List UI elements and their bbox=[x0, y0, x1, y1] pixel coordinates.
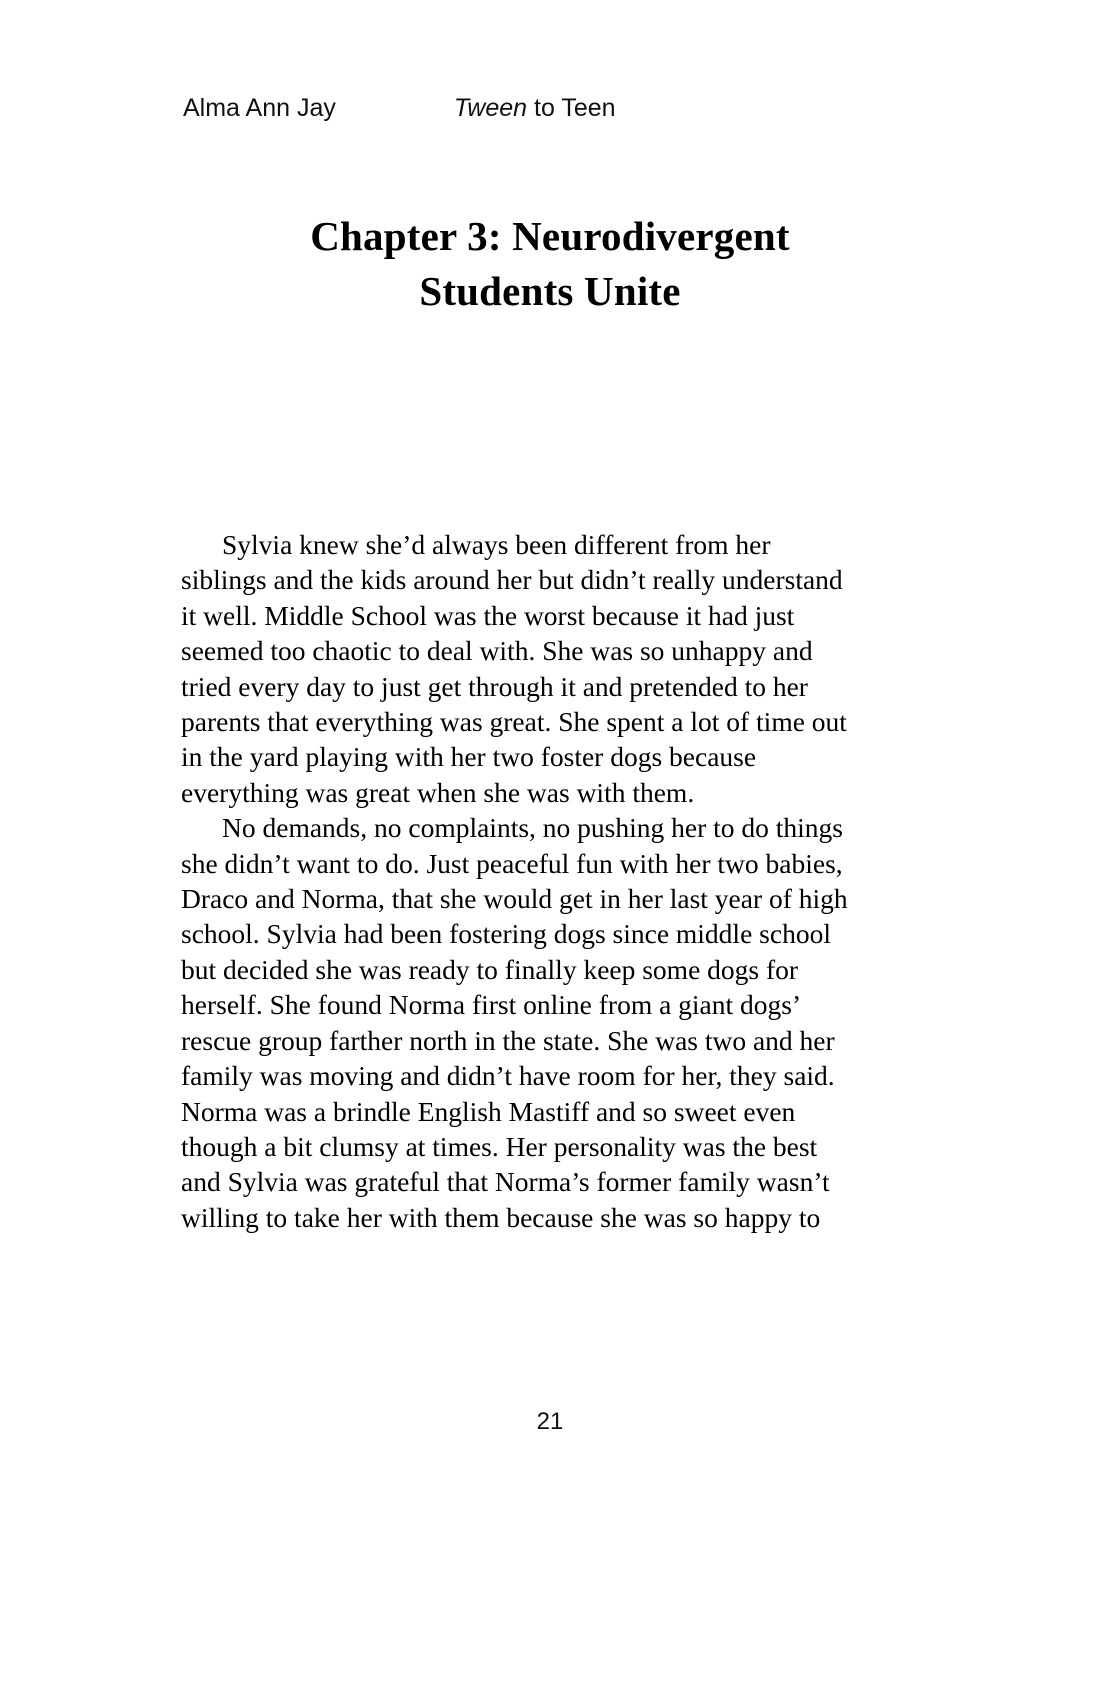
page-number: 21 bbox=[536, 1408, 564, 1435]
running-head-book-title-rest: to Teen bbox=[527, 94, 616, 122]
chapter-title bbox=[150, 209, 950, 319]
running-head-book-title bbox=[454, 92, 616, 124]
body-paragraph: No demands, no complaints, no pushing her to do things she didn’t want to do. Just peaceful fun with her two babies, Draco and Norma, that she would get in her last year of high school. Sylvia had been fostering dogs since middle school but decided she was ready to finally keep some dogs for herself. She found Norma first online from a giant dogs’ rescue group farther north in the state. She was two and her family was moving and didn’t have room for her, they said. Norma was a brindle English Mastiff and so sweet even though a bit clumsy at times. Her personality was the best and Sylvia was grateful that Norma’s former family wasn’t willing to take her with them because she was so happy to bbox=[181, 812, 848, 1233]
chapter-title-line-2: Students Unite bbox=[419, 268, 681, 315]
running-head-author: Alma Ann Jay bbox=[183, 94, 336, 122]
running-head bbox=[183, 92, 883, 124]
body-text bbox=[181, 527, 853, 1235]
running-head-book-title-italic: Tween bbox=[453, 94, 528, 122]
chapter-title-line-1: Chapter 3: Neurodivergent bbox=[310, 213, 790, 260]
body-paragraph: Sylvia knew she’d always been different from her siblings and the kids around her but didn’t really understand it well. Middle School was the worst because it had just seemed too chaotic to deal with. She was so unhappy and tried every day to just get through it and pretended to her parents that everything was great. She spent a lot of time out in the yard playing with her two foster dogs because everything was great when she was with them. bbox=[181, 529, 847, 808]
